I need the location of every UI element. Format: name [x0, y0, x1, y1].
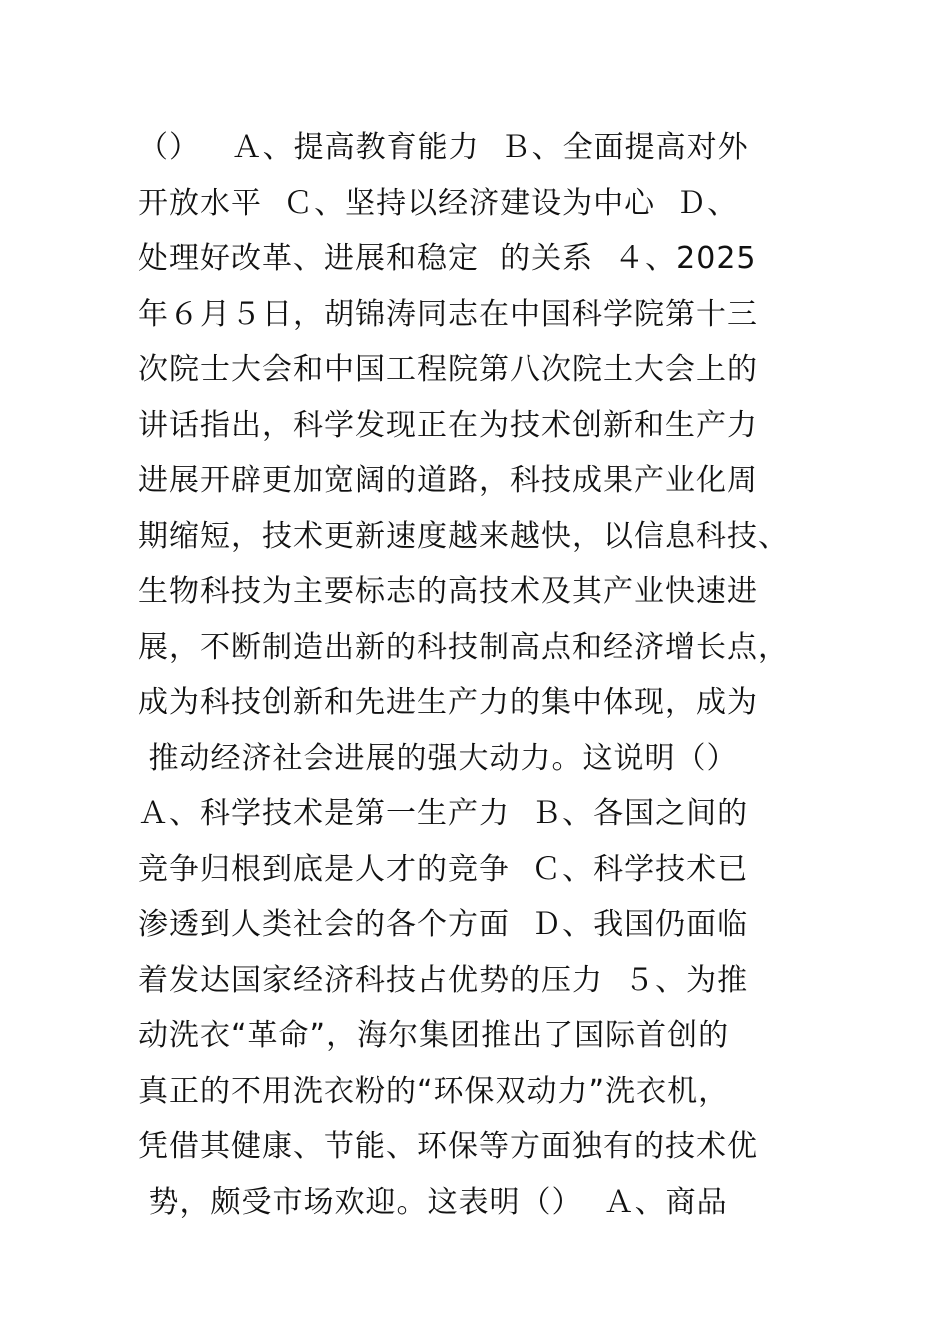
text-line: 讲话指出，科学发现正在为技术创新和生产力	[138, 407, 758, 443]
text-line: 竞争归根到底是人才的竞争 Ｃ、科学技术已	[138, 851, 749, 887]
text-line: 处理好改革、进展和稳定 的关系 ４、2025	[138, 241, 757, 276]
text-line: 推动经济社会进展的强大动力。这说明（）	[138, 740, 738, 776]
text-line: 生物科技为主要标志的高技术及其产业快速进	[138, 574, 758, 609]
text-line: 次院士大会和中国工程院第八次院土大会上的	[138, 352, 758, 387]
text-line: 展，不断制造出新的科技制高点和经济增长点，	[138, 629, 789, 665]
text-line: Ａ、科学技术是第一生产力 Ｂ、各国之间的	[138, 796, 749, 831]
text-line: 进展开辟更加宽阔的道路，科技成果产业化周	[138, 463, 758, 498]
text-line: 期缩短，技术更新速度越来越快，以信息科技、	[138, 518, 789, 554]
text-line: 着发达国家经济科技占优势的压力 ５、为推	[138, 962, 749, 998]
text-line: 开放水平 Ｃ、坚持以经济建设为中心 Ｄ、	[138, 185, 739, 221]
text-line: 凭借其健康、节能、环保等方面独有的技术优	[138, 1129, 758, 1164]
text-line: （） Ａ、提高教育能力 Ｂ、全面提高对外	[138, 130, 749, 165]
document-text	[138, 120, 838, 1230]
text-line: 势，颇受市场欢迎。这表明（） Ａ、商品	[138, 1184, 728, 1220]
text-line: 真正的不用洗衣粉的“环保双动力”洗衣机，	[138, 1073, 730, 1109]
text-line: 年６月５日，胡锦涛同志在中国科学院第十三	[138, 296, 758, 332]
text-line: 动洗衣“革命”，海尔集团推出了国际首创的	[138, 1018, 730, 1053]
text-line: 成为科技创新和先进生产力的集中体现，成为	[138, 685, 758, 720]
text-line: 渗透到人类社会的各个方面 Ｄ、我国仍面临	[138, 907, 749, 942]
